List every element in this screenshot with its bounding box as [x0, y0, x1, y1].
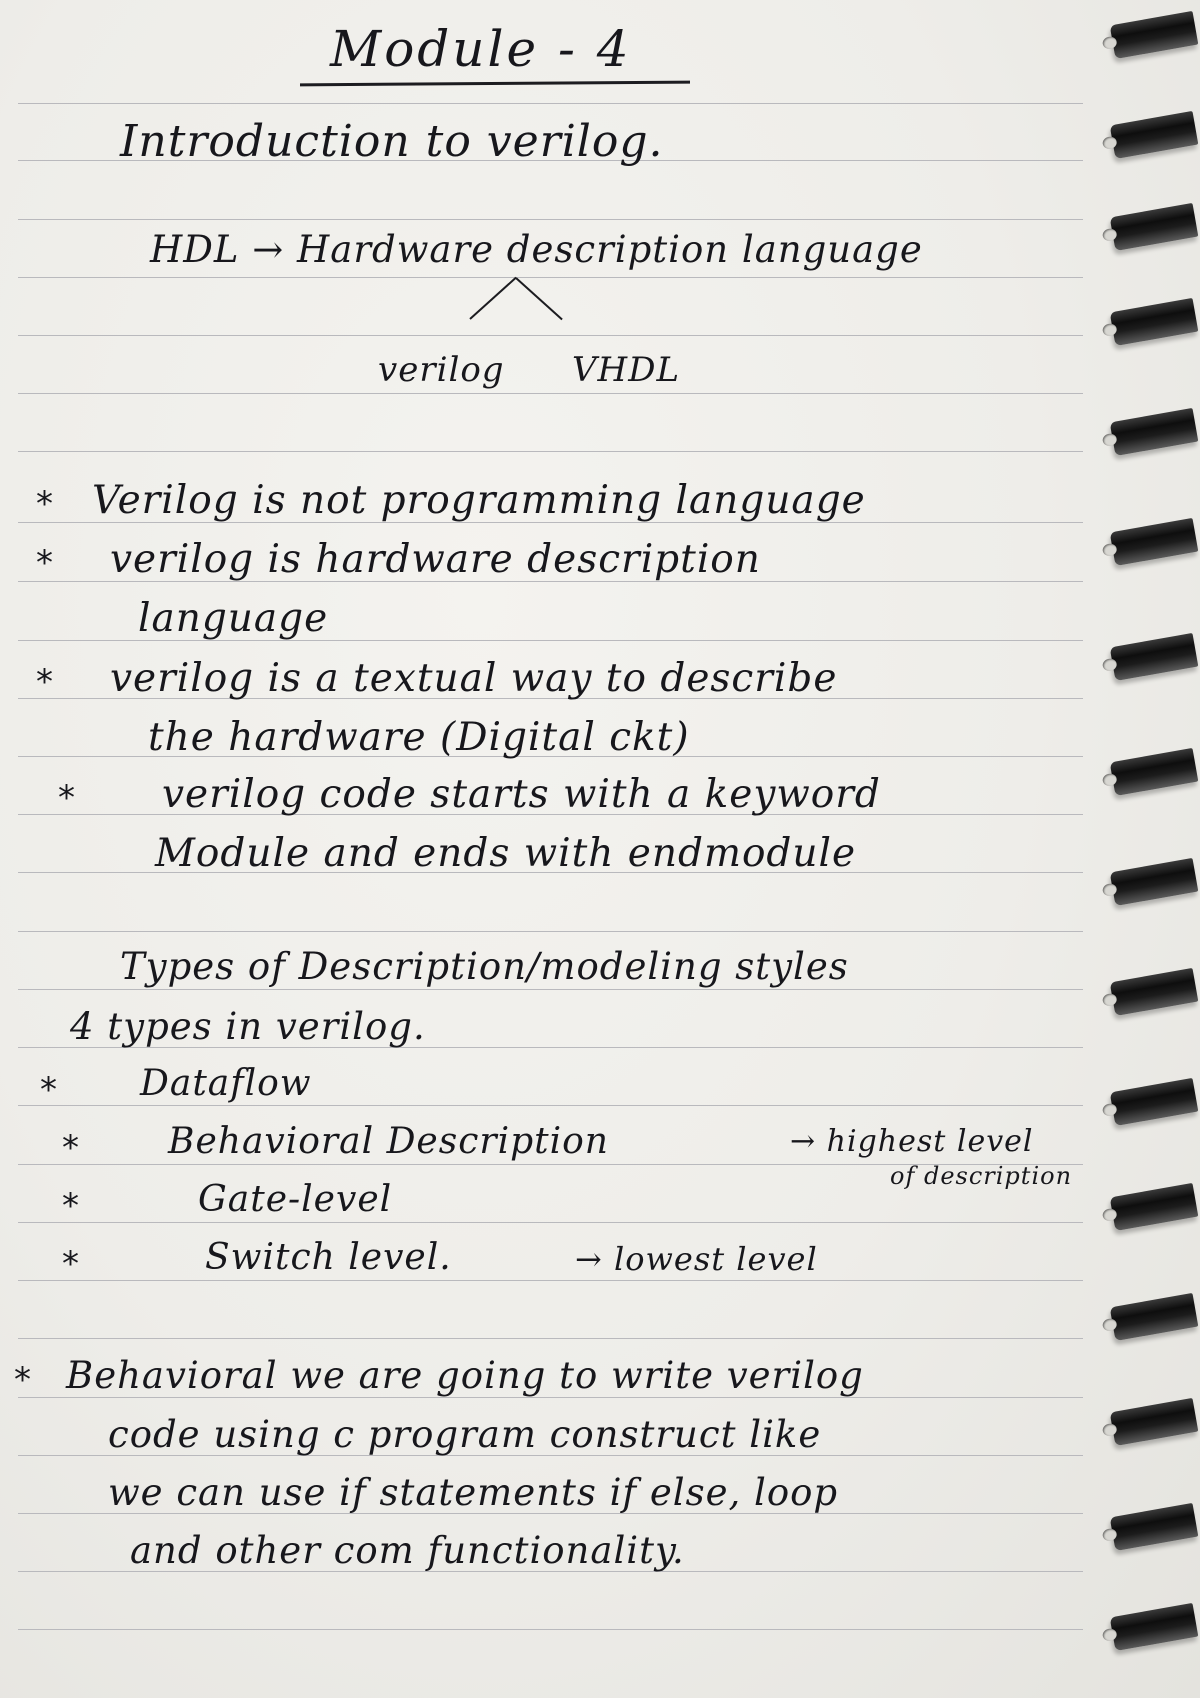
point-text: verilog code starts with a keyword: [162, 772, 881, 817]
spiral-coil: [1110, 203, 1199, 251]
spiral-coil: [1110, 968, 1199, 1016]
spiral-coil: [1110, 1293, 1199, 1341]
spiral-coil: [1110, 111, 1199, 159]
ruled-line: [18, 931, 1083, 932]
section-heading: Introduction to verilog.: [120, 116, 664, 167]
types-count: 4 types in verilog.: [70, 1005, 426, 1048]
branch-vhdl: VHDL: [572, 350, 681, 390]
ruled-line: [18, 1397, 1083, 1398]
bullet-icon: *: [58, 778, 75, 818]
bullet-icon: *: [62, 1186, 79, 1226]
bullet-icon: *: [14, 1360, 31, 1400]
type-item-dataflow: Dataflow: [140, 1063, 312, 1104]
behavioral-para-line: and other com functionality.: [130, 1529, 685, 1572]
bullet-icon: *: [36, 543, 53, 583]
spiral-coil: [1110, 1398, 1199, 1446]
behavioral-note: → highest level: [790, 1124, 1034, 1159]
spiral-coil: [1110, 748, 1199, 796]
behavioral-note-2: of description: [890, 1162, 1073, 1190]
ruled-line: [18, 1338, 1083, 1339]
ruled-line: [18, 1629, 1083, 1630]
switch-note: → lowest level: [575, 1240, 818, 1278]
page-title: Module - 4: [330, 20, 632, 78]
spiral-binding: [1108, 0, 1200, 1698]
bullet-icon: *: [62, 1244, 79, 1284]
types-heading: Types of Description/modeling styles: [120, 945, 849, 988]
type-item-behavioral: Behavioral Description: [168, 1121, 609, 1162]
point-text: Verilog is not programming language: [92, 478, 866, 523]
point-text: verilog is a textual way to describe: [110, 656, 838, 701]
spiral-coil: [1110, 298, 1199, 346]
point-text: verilog is hardware description: [110, 537, 761, 582]
spiral-coil: [1110, 11, 1199, 59]
bullet-icon: *: [36, 484, 53, 524]
behavioral-para-line: Behavioral we are going to write verilog: [66, 1354, 864, 1397]
type-item-switch-level: Switch level.: [205, 1237, 452, 1278]
ruled-line: [18, 451, 1083, 452]
bullet-icon: *: [36, 662, 53, 702]
ruled-line: [18, 1280, 1083, 1281]
behavioral-para-line: code using c program construct like: [108, 1413, 822, 1456]
branch-line-right: [515, 277, 562, 320]
ruled-line: [18, 103, 1083, 104]
branch-verilog: verilog: [378, 350, 505, 390]
spiral-coil: [1110, 408, 1199, 456]
hdl-definition: HDL → Hardware description language: [150, 228, 923, 271]
ruled-line: [18, 393, 1083, 394]
ruled-line: [18, 1105, 1083, 1106]
title-underline: [300, 81, 690, 87]
point-text: the hardware (Digital ckt): [148, 715, 690, 760]
spiral-coil: [1110, 1503, 1199, 1551]
ruled-line: [18, 277, 1083, 278]
ruled-line: [18, 989, 1083, 990]
behavioral-para-line: we can use if statements if else, loop: [108, 1471, 839, 1514]
ruled-line: [18, 1222, 1083, 1223]
ruled-line: [18, 219, 1083, 220]
spiral-coil: [1110, 1078, 1199, 1126]
bullet-icon: *: [62, 1128, 79, 1168]
spiral-coil: [1110, 858, 1199, 906]
bullet-icon: *: [40, 1070, 57, 1110]
type-item-gate-level: Gate-level: [198, 1179, 393, 1220]
branch-line-left: [469, 277, 516, 320]
spiral-coil: [1110, 1603, 1199, 1651]
ruled-line: [18, 335, 1083, 336]
spiral-coil: [1110, 1183, 1199, 1231]
spiral-coil: [1110, 633, 1199, 681]
point-text: Module and ends with endmodule: [155, 831, 857, 876]
spiral-coil: [1110, 518, 1199, 566]
point-text: language: [138, 596, 329, 641]
